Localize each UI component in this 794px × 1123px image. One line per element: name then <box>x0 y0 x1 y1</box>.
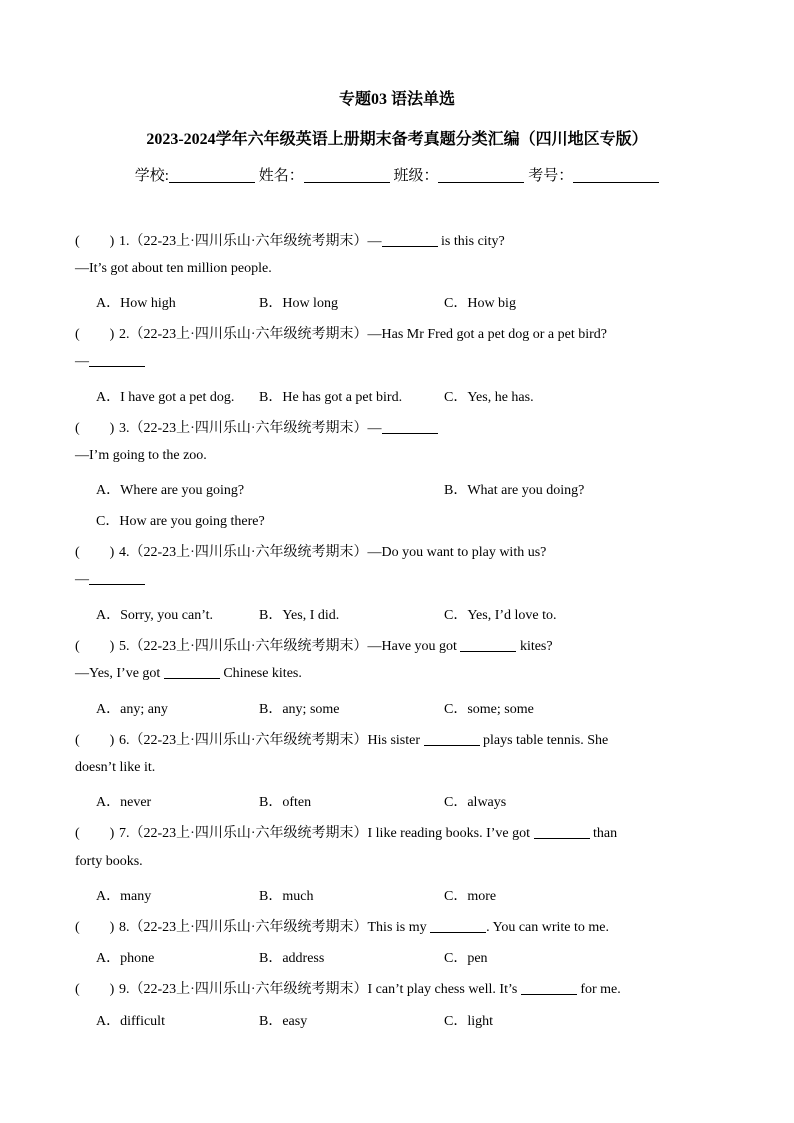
school-blank[interactable] <box>169 168 255 183</box>
question-source: （22-23上·四川乐山·六年级统考期末） <box>129 920 368 935</box>
question-source: （22-23上·四川乐山·六年级统考期末） <box>129 327 368 342</box>
question-2-stem: ( ) 2.（22-23上·四川乐山·六年级统考期末）—Has Mr Fred got a pet dog or a pet bird? <box>75 327 607 342</box>
question-1-option-a[interactable]: A．How high <box>96 296 176 311</box>
question-8-option-c[interactable]: C．pen <box>444 951 488 966</box>
question-6-continued: doesn’t like it. <box>75 760 156 775</box>
question-4-option-c[interactable]: C．Yes, I’d love to. <box>444 608 557 623</box>
question-5-reply: —Yes, I’ve got Chinese kites. <box>75 666 302 681</box>
question-4-option-a[interactable]: A．Sorry, you can’t. <box>96 608 214 623</box>
question-1-stem: ( ) 1.（22-23上·四川乐山·六年级统考期末）— is this city? <box>75 234 505 249</box>
answer-paren[interactable]: ( ) <box>75 982 115 997</box>
question-4-reply: — <box>75 572 145 588</box>
exam-number-blank[interactable] <box>573 168 659 183</box>
question-6-option-a[interactable]: A．never <box>96 795 152 810</box>
question-9-option-a[interactable]: A．difficult <box>96 1014 165 1029</box>
school-label: 学校: <box>134 168 169 184</box>
collection-title: 2023-2024学年六年级英语上册期末备考真题分类汇编（四川地区专版） <box>146 131 648 148</box>
question-5-option-c[interactable]: C．some; some <box>444 702 534 717</box>
question-6-stem: ( ) 6.（22-23上·四川乐山·六年级统考期末）His sister plays table tennis. She <box>75 733 609 748</box>
question-number: 3. <box>119 421 130 436</box>
question-2-option-b[interactable]: B．He has got a pet bird. <box>259 390 403 405</box>
student-info-line <box>0 164 794 185</box>
answer-blank <box>382 421 438 434</box>
question-7-continued: forty books. <box>75 854 143 869</box>
question-source: （22-23上·四川乐山·六年级统考期末） <box>129 545 368 560</box>
question-3-stem: ( ) 3.（22-23上·四川乐山·六年级统考期末）— <box>75 417 438 437</box>
question-number: 4. <box>119 545 130 560</box>
answer-blank <box>521 982 577 995</box>
answer-blank <box>430 920 486 933</box>
question-9-option-b[interactable]: B．easy <box>259 1014 308 1029</box>
question-number: 5. <box>119 639 130 654</box>
answer-blank <box>164 666 220 679</box>
question-source: （22-23上·四川乐山·六年级统考期末） <box>129 733 368 748</box>
answer-blank <box>424 733 480 746</box>
question-7-option-c[interactable]: C．more <box>444 889 497 904</box>
answer-paren[interactable]: ( ) <box>75 733 115 748</box>
answer-paren[interactable]: ( ) <box>75 545 115 560</box>
question-8-option-b[interactable]: B．address <box>259 951 325 966</box>
question-3-reply: —I’m going to the zoo. <box>75 448 207 463</box>
topic-title: 专题03 语法单选 <box>338 91 455 108</box>
question-number: 2. <box>119 327 130 342</box>
question-number: 6. <box>119 733 130 748</box>
question-1-reply: —It’s got about ten million people. <box>75 261 272 276</box>
question-source: （22-23上·四川乐山·六年级统考期末） <box>129 826 368 841</box>
question-6-option-b[interactable]: B．often <box>259 795 312 810</box>
question-9-option-c[interactable]: C．light <box>444 1014 494 1029</box>
answer-paren[interactable]: ( ) <box>75 639 115 654</box>
question-7-stem: ( ) 7.（22-23上·四川乐山·六年级统考期末）I like reading books. I’ve got than <box>75 826 618 841</box>
class-blank[interactable] <box>438 168 524 183</box>
question-8-option-a[interactable]: A．phone <box>96 951 155 966</box>
question-9-stem: ( ) 9.（22-23上·四川乐山·六年级统考期末）I can’t play chess well. It’s for me. <box>75 982 621 997</box>
question-6-option-c[interactable]: C．always <box>444 795 507 810</box>
question-source: （22-23上·四川乐山·六年级统考期末） <box>129 982 368 997</box>
question-5-option-a[interactable]: A．any; any <box>96 702 168 717</box>
answer-blank <box>382 234 438 247</box>
question-4-option-b[interactable]: B．Yes, I did. <box>259 608 340 623</box>
question-source: （22-23上·四川乐山·六年级统考期末） <box>129 639 368 654</box>
question-2-option-c[interactable]: C．Yes, he has. <box>444 390 534 405</box>
question-source: （22-23上·四川乐山·六年级统考期末） <box>129 234 368 249</box>
answer-blank <box>89 354 145 367</box>
name-label: 姓名： <box>258 168 304 184</box>
answer-paren[interactable]: ( ) <box>75 826 115 841</box>
class-label: 班级： <box>393 168 439 184</box>
question-8-stem: ( ) 8.（22-23上·四川乐山·六年级统考期末）This is my . You can write to me. <box>75 920 610 935</box>
question-3-option-a[interactable]: A．Where are you going? <box>96 483 245 498</box>
answer-paren[interactable]: ( ) <box>75 327 115 342</box>
question-3-option-b[interactable]: B．What are you doing? <box>444 483 585 498</box>
question-7-option-a[interactable]: A．many <box>96 889 152 904</box>
question-1-option-c[interactable]: C．How big <box>444 296 516 311</box>
answer-paren[interactable]: ( ) <box>75 421 115 436</box>
question-2-option-a[interactable]: A．I have got a pet dog. <box>96 390 235 405</box>
question-3-option-c[interactable]: C．How are you going there? <box>96 514 265 529</box>
question-number: 8. <box>119 920 130 935</box>
question-5-stem: ( ) 5.（22-23上·四川乐山·六年级统考期末）—Have you got kites? <box>75 639 553 654</box>
question-7-option-b[interactable]: B．much <box>259 889 314 904</box>
name-blank[interactable] <box>304 168 390 183</box>
answer-blank <box>460 639 516 652</box>
exam-number-label: 考号： <box>528 168 574 184</box>
answer-blank <box>534 826 590 839</box>
answer-paren[interactable]: ( ) <box>75 920 115 935</box>
question-number: 1. <box>119 234 130 249</box>
question-source: （22-23上·四川乐山·六年级统考期末） <box>129 421 368 436</box>
question-4-stem: ( ) 4.（22-23上·四川乐山·六年级统考期末）—Do you want to play with us? <box>75 545 547 560</box>
question-number: 9. <box>119 982 130 997</box>
answer-paren[interactable]: ( ) <box>75 234 115 249</box>
question-5-option-b[interactable]: B．any; some <box>259 702 340 717</box>
question-number: 7. <box>119 826 130 841</box>
question-2-reply: — <box>75 354 145 370</box>
question-1-option-b[interactable]: B．How long <box>259 296 338 311</box>
answer-blank <box>89 572 145 585</box>
